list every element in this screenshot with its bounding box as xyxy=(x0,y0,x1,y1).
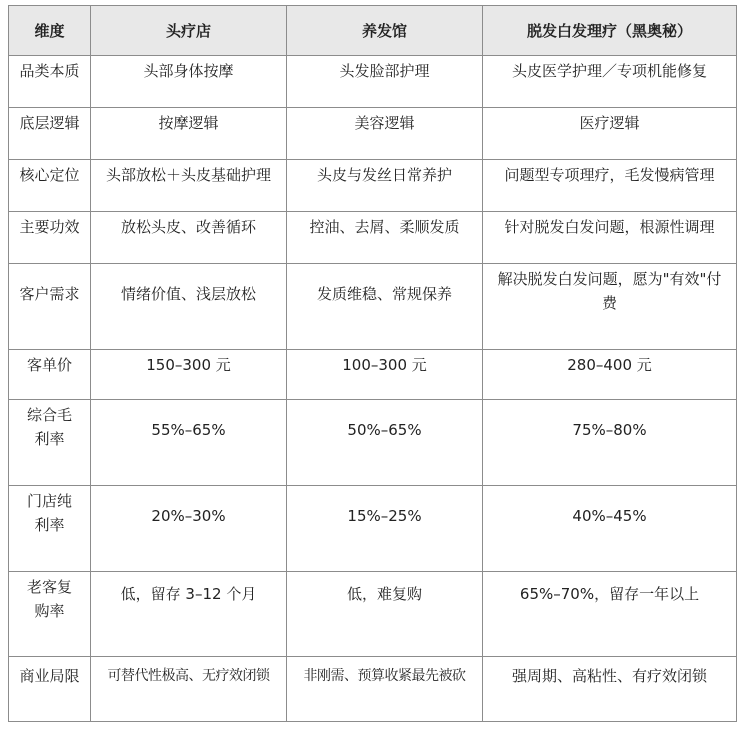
cell-hair-loss-therapy: 75%–80% xyxy=(483,400,737,486)
row-label: 主要功效 xyxy=(9,212,91,264)
table-row xyxy=(9,264,737,350)
cell-head-spa: 头部身体按摩 xyxy=(91,56,287,108)
table-row xyxy=(9,572,737,657)
cell-hair-care-salon: 美容逻辑 xyxy=(287,108,483,160)
cell-hair-loss-therapy: 65%–70%，留存一年以上 xyxy=(483,572,737,657)
table-row xyxy=(9,350,737,400)
cell-head-spa: 情绪价值、浅层放松 xyxy=(91,264,287,350)
header-head-spa: 头疗店 xyxy=(91,6,287,56)
row-label: 客户需求 xyxy=(9,264,91,350)
row-label: 底层逻辑 xyxy=(9,108,91,160)
cell-hair-care-salon: 控油、去屑、柔顺发质 xyxy=(287,212,483,264)
cell-head-spa: 55%–65% xyxy=(91,400,287,486)
cell-head-spa: 可替代性极高、无疗效闭锁 xyxy=(91,657,287,722)
table-row xyxy=(9,212,737,264)
cell-hair-loss-therapy: 医疗逻辑 xyxy=(483,108,737,160)
table-row xyxy=(9,486,737,572)
cell-head-spa: 150–300 元 xyxy=(91,350,287,400)
table-row xyxy=(9,56,737,108)
row-label: 客单价 xyxy=(9,350,91,400)
cell-hair-care-salon: 15%–25% xyxy=(287,486,483,572)
cell-hair-care-salon: 头皮与发丝日常养护 xyxy=(287,160,483,212)
cell-hair-loss-therapy: 问题型专项理疗，毛发慢病管理 xyxy=(483,160,737,212)
cell-head-spa: 按摩逻辑 xyxy=(91,108,287,160)
cell-hair-care-salon: 头发脸部护理 xyxy=(287,56,483,108)
cell-hair-loss-therapy: 针对脱发白发问题，根源性调理 xyxy=(483,212,737,264)
cell-hair-loss-therapy: 强周期、高粘性、有疗效闭锁 xyxy=(483,657,737,722)
row-label: 品类本质 xyxy=(9,56,91,108)
header-hair-loss-therapy: 脱发白发理疗（黑奥秘） xyxy=(483,6,737,56)
cell-hair-care-salon: 100–300 元 xyxy=(287,350,483,400)
cell-hair-care-salon: 非刚需、预算收紧最先被砍 xyxy=(287,657,483,722)
cell-hair-loss-therapy: 40%–45% xyxy=(483,486,737,572)
header-dimension: 维度 xyxy=(9,6,91,56)
row-label: 商业局限 xyxy=(9,657,91,722)
comparison-table xyxy=(8,5,737,722)
row-label: 核心定位 xyxy=(9,160,91,212)
table-row xyxy=(9,657,737,722)
cell-hair-care-salon: 低，难复购 xyxy=(287,572,483,657)
table-row xyxy=(9,108,737,160)
row-label: 老客复购率 xyxy=(9,572,91,657)
table-header-row xyxy=(9,6,737,56)
cell-head-spa: 20%–30% xyxy=(91,486,287,572)
cell-head-spa: 低，留存 3–12 个月 xyxy=(91,572,287,657)
cell-hair-care-salon: 50%–65% xyxy=(287,400,483,486)
cell-hair-care-salon: 发质维稳、常规保养 xyxy=(287,264,483,350)
cell-head-spa: 放松头皮、改善循环 xyxy=(91,212,287,264)
cell-hair-loss-therapy: 解决脱发白发问题，愿为"有效"付费 xyxy=(483,264,737,350)
row-label: 综合毛利率 xyxy=(9,400,91,486)
cell-hair-loss-therapy: 头皮医学护理／专项机能修复 xyxy=(483,56,737,108)
row-label: 门店纯利率 xyxy=(9,486,91,572)
header-hair-care-salon: 养发馆 xyxy=(287,6,483,56)
table-row xyxy=(9,160,737,212)
cell-head-spa: 头部放松＋头皮基础护理 xyxy=(91,160,287,212)
table-row xyxy=(9,400,737,486)
cell-hair-loss-therapy: 280–400 元 xyxy=(483,350,737,400)
